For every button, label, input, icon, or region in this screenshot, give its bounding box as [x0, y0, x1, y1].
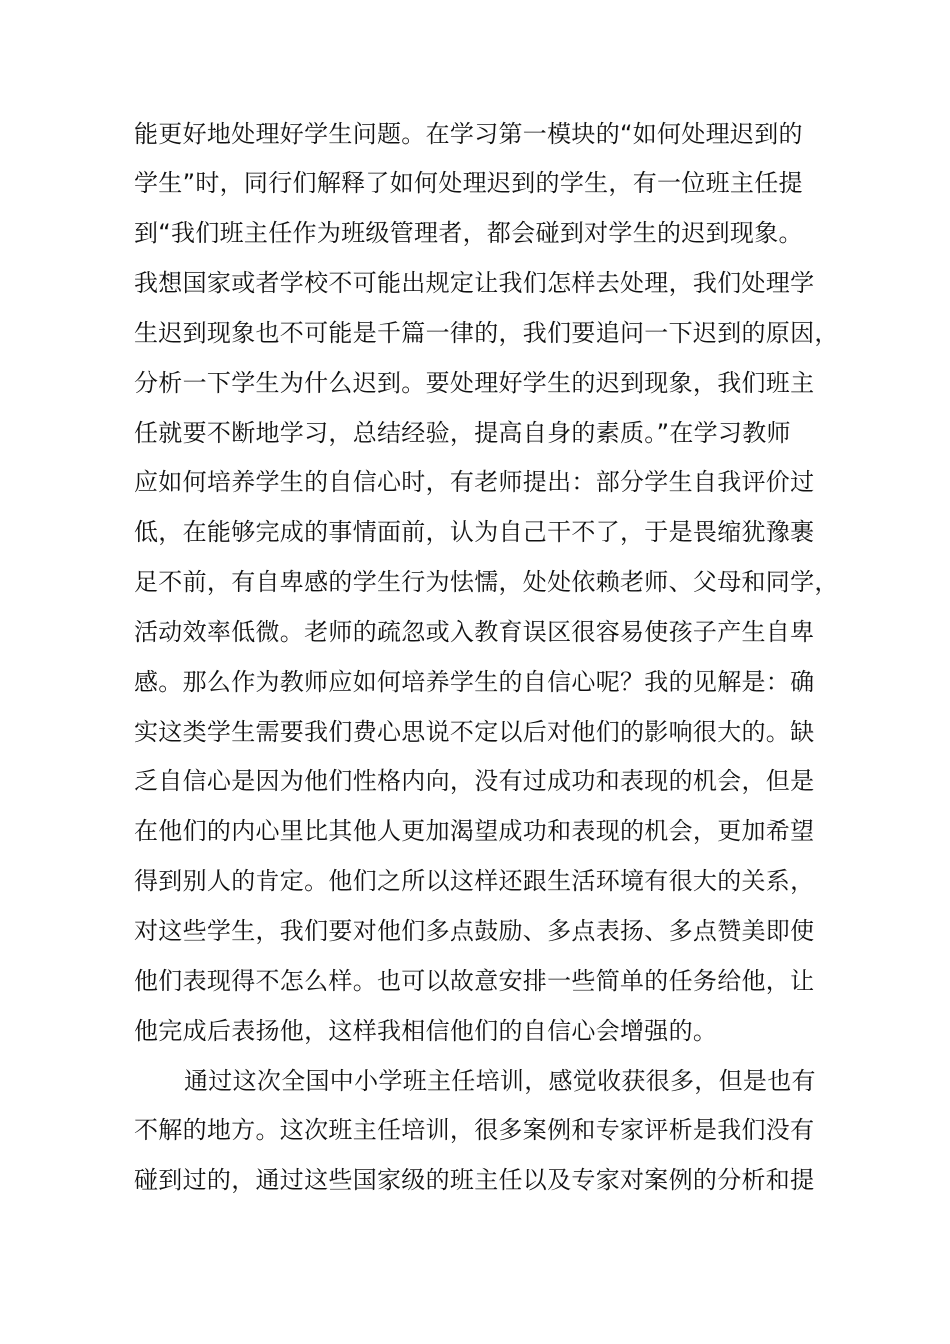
text-line-15: 在他们的内心里比其他人更加渴望成功和表现的机会，更加希望 — [134, 817, 815, 845]
text-line-6: 分析一下学生为什么迟到。要处理好学生的迟到现象，我们班主 — [134, 369, 815, 397]
text-line-17: 对这些学生，我们要对他们多点鼓励、多点表扬、多点赞美即使 — [134, 917, 815, 945]
text-line-8: 应如何培养学生的自信心时，有老师提出：部分学生自我评价过 — [134, 468, 815, 496]
text-line-11: 活动效率低微。老师的疏忽或入教育误区很容易使孩子产生自卑 — [134, 618, 815, 646]
text-line-20: 通过这次全国中小学班主任培训，感觉收获很多，但是也有 — [184, 1067, 816, 1095]
text-line-9: 低，在能够完成的事情面前，认为自己干不了，于是畏缩犹豫裹 — [134, 518, 815, 546]
text-line-2: 学生”时，同行们解释了如何处理迟到的学生，有一位班主任提 — [134, 169, 803, 197]
text-line-14: 乏自信心是因为他们性格内向，没有过成功和表现的机会，但是 — [134, 767, 815, 795]
text-line-10: 足不前，有自卑感的学生行为怯懦，处处依赖老师、父母和同学， — [134, 568, 839, 596]
text-line-18: 他们表现得不怎么样。也可以故意安排一些简单的任务给他，让 — [134, 967, 815, 995]
text-line-5: 生迟到现象也不可能是千篇一律的，我们要追问一下迟到的原因， — [134, 319, 839, 347]
text-line-4: 我想国家或者学校不可能出规定让我们怎样去处理，我们处理学 — [134, 269, 815, 297]
text-line-22: 碰到过的，通过这些国家级的班主任以及专家对案例的分析和提 — [134, 1166, 815, 1194]
text-line-19: 他完成后表扬他，这样我相信他们的自信心会增强的。 — [134, 1017, 718, 1045]
text-line-3: 到“我们班主任作为班级管理者，都会碰到对学生的迟到现象。 — [134, 219, 803, 247]
text-line-7: 任就要不断地学习，总结经验，提高自身的素质。”在学习教师 — [134, 419, 791, 447]
text-line-21: 不解的地方。这次班主任培训，很多案例和专家评析是我们没有 — [134, 1116, 815, 1144]
text-line-13: 实这类学生需要我们费心思说不定以后对他们的影响很大的。缺 — [134, 718, 815, 746]
text-line-12: 感。那么作为教师应如何培养学生的自信心呢？我的见解是：确 — [134, 668, 815, 696]
text-line-16: 得到别人的肯定。他们之所以这样还跟生活环境有很大的关系， — [134, 867, 815, 895]
text-line-1: 能更好地处理好学生问题。在学习第一模块的“如何处理迟到的 — [134, 120, 803, 148]
